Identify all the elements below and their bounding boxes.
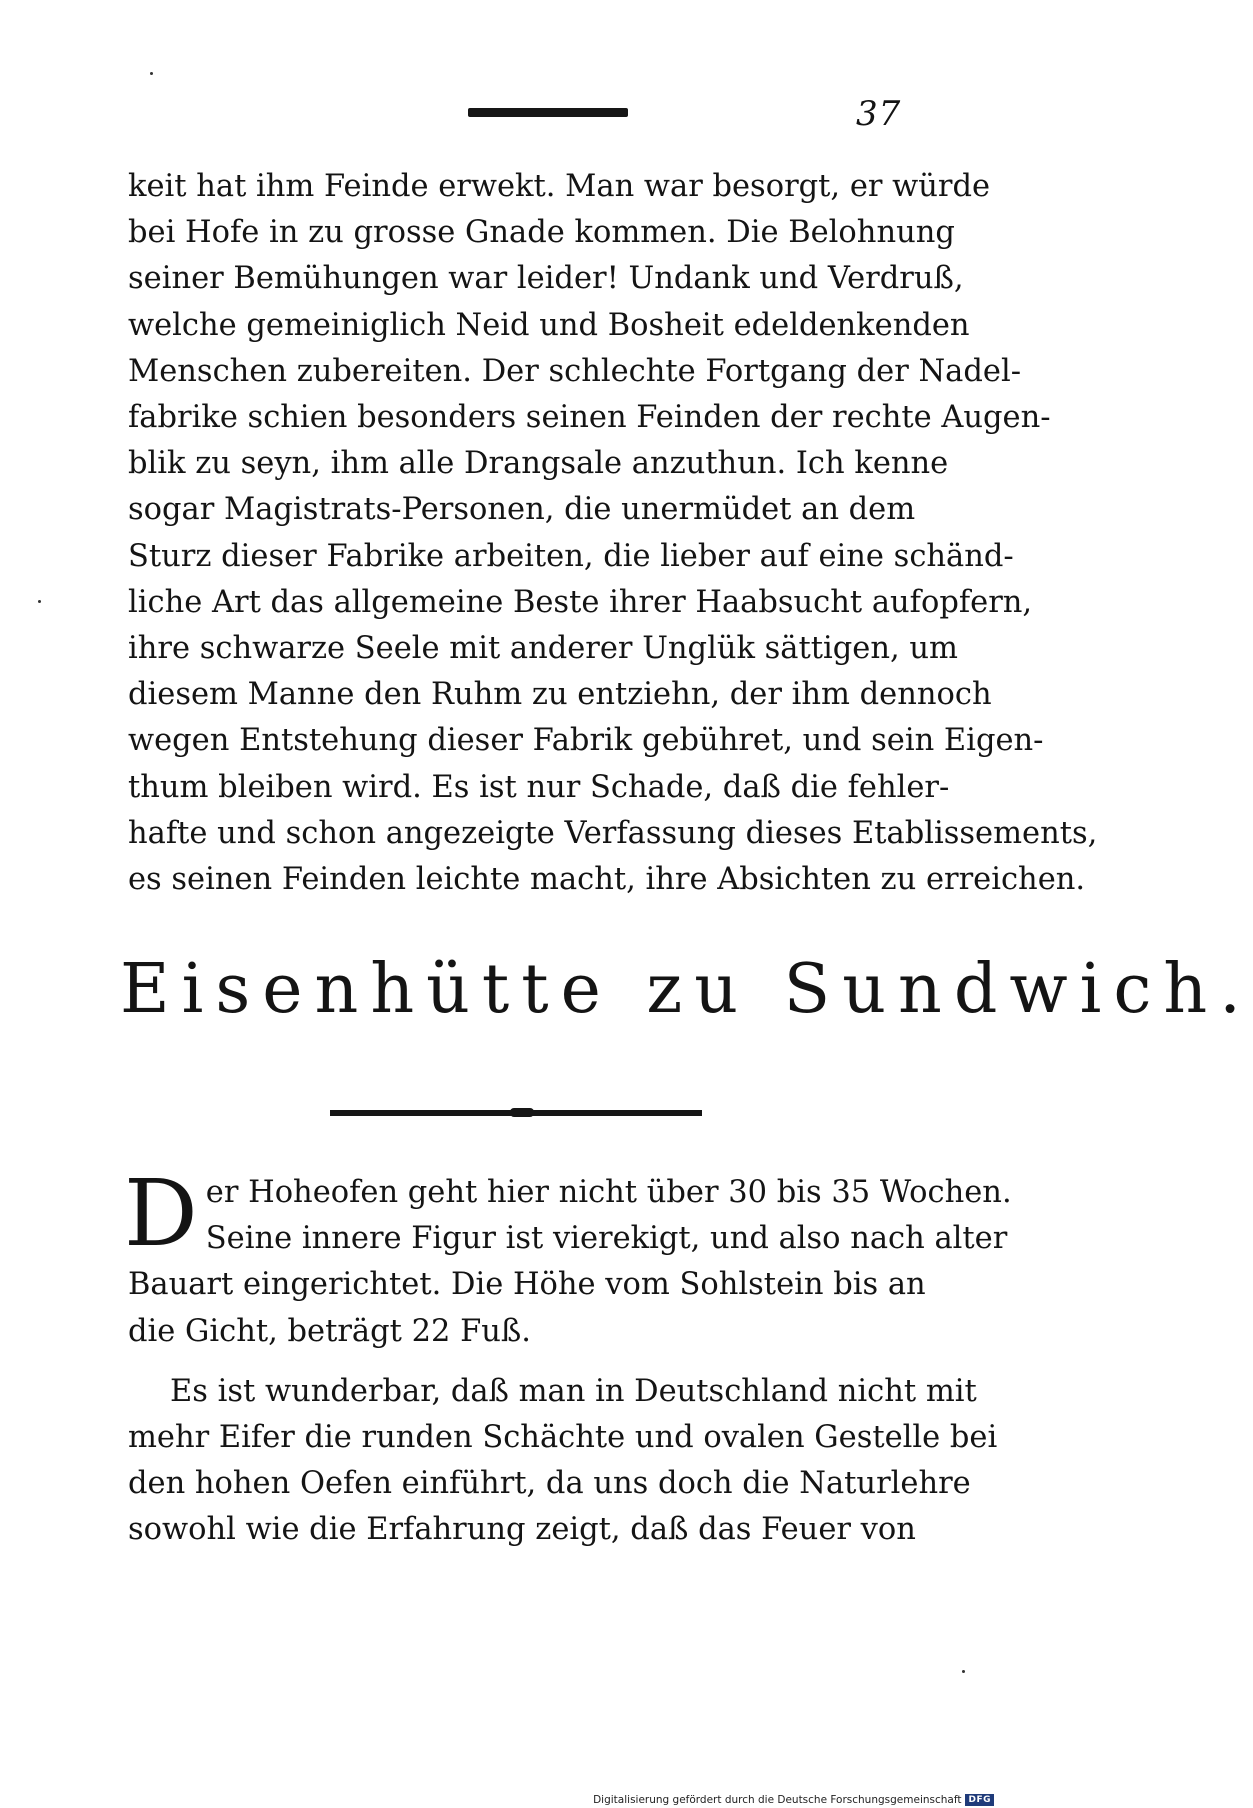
text-line: die Gicht, beträgt 22 Fuß.	[128, 1313, 531, 1349]
text-line: Sturz dieser Fabrike arbeiten, die lieber auf eine schänd-	[128, 538, 1014, 574]
footer-credit-text: Digitalisierung gefördert durch die Deutsche Forschungsgemeinschaft	[593, 1794, 962, 1806]
paper-speck	[38, 600, 41, 603]
text-line: seiner Bemühungen war leider! Undank und Verdruß,	[128, 261, 964, 297]
text-line: hafte und schon angezeigte Verfassung dieses Etablissements,	[128, 815, 1098, 851]
text-line: er Hoheofen geht hier nicht über 30 bis 35 Wochen.	[205, 1175, 1012, 1210]
paper-speck	[962, 1670, 965, 1673]
text-line: Es ist wunderbar, daß man in Deutschland nicht mit	[170, 1373, 977, 1409]
text-line: diesem Manne den Ruhm zu entziehn, der ihm dennoch	[128, 677, 992, 713]
body-text-section-2	[124, 1160, 1012, 1554]
drop-cap: D	[124, 1160, 198, 1267]
page-number: 37	[856, 94, 902, 134]
text-line: welche gemeiniglich Neid und Bosheit edeldenkenden	[128, 307, 970, 343]
text-line: den hohen Oefen einführt, da uns doch die Naturlehre	[128, 1466, 971, 1502]
text-line: keit hat ihm Feinde erwekt. Man war besorgt, er würde	[128, 169, 991, 204]
text-line: mehr Eifer die runden Schächte und ovalen Gestelle bei	[128, 1420, 998, 1456]
text-line: Menschen zubereiten. Der schlechte Fortgang der Nadel-	[128, 353, 1022, 389]
paper-speck	[150, 72, 153, 75]
text-line: Seine innere Figur ist vierekigt, und also nach alter	[205, 1221, 1008, 1257]
text-line: bei Hofe in zu grosse Gnade kommen. Die Belohnung	[128, 215, 955, 251]
paragraph-gap	[128, 1355, 900, 1369]
footer-credit	[593, 1794, 994, 1806]
text-line: blik zu seyn, ihm alle Drangsale anzuthun. Ich kenne	[128, 446, 949, 482]
chapter-heading: Eisenhütte zu Sundwich.	[120, 950, 1253, 1029]
text-line: ihre schwarze Seele mit anderer Unglük sättigen, um	[128, 631, 958, 667]
text-line: fabrike schien besonders seinen Feinden der rechte Augen-	[128, 400, 1051, 436]
header-rule	[468, 108, 628, 117]
text-line: sowohl wie die Erfahrung zeigt, daß das Feuer von	[128, 1512, 916, 1548]
body-text-section-1	[128, 164, 1098, 903]
text-line: liche Art das allgemeine Beste ihrer Haabsucht aufopfern,	[128, 584, 1033, 620]
ornament-rule	[330, 1110, 702, 1116]
dfg-logo: DFG	[965, 1794, 994, 1806]
text-line: wegen Entstehung dieser Fabrik gebühret, und sein Eigen-	[128, 723, 1044, 759]
text-line: sogar Magistrats-Personen, die unermüdet an dem	[128, 492, 916, 528]
text-line: thum bleiben wird. Es ist nur Schade, daß die fehler-	[128, 769, 950, 805]
text-line: Bauart eingerichtet. Die Höhe vom Sohlstein bis an	[128, 1267, 926, 1303]
text-line: es seinen Feinden leichte macht, ihre Absichten zu erreichen.	[128, 862, 1086, 898]
